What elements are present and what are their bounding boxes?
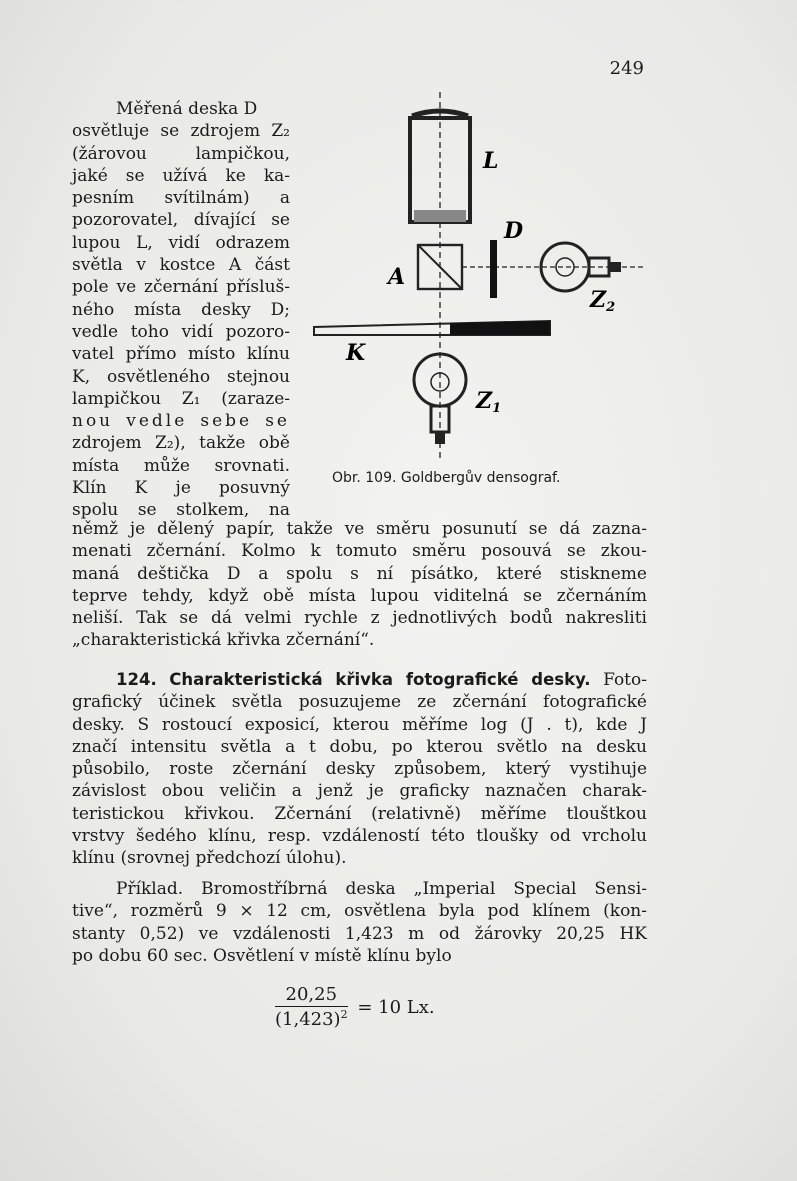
densograph-figure <box>300 90 650 490</box>
text-line: zdrojem Z₂), takže obě <box>72 433 290 454</box>
label-d: D <box>504 218 524 244</box>
text-line: Klín K je posuvný <box>72 478 290 499</box>
paragraph-continuation <box>72 518 647 652</box>
label-z2: Z2 <box>590 287 616 315</box>
text-line: lampičkou Z₁ (zaraze- <box>72 388 290 409</box>
text-line: vatel přímo místo klínu <box>72 344 290 365</box>
figure-caption: Obr. 109. Goldbergův densograf. <box>332 470 561 486</box>
label-l: L <box>483 148 499 174</box>
text-line: pole ve zčernání přísluš- <box>72 277 290 298</box>
text-line: (žárovou lampičkou, <box>72 143 290 164</box>
formula-result: = 10 Lx. <box>357 996 435 1018</box>
text-line: spolu se stolkem, na <box>72 500 290 521</box>
text-line: pozorovatel, dívající se <box>72 210 290 231</box>
text-line: grafický účinek světla posuzujeme ze zčernání fotografické <box>72 692 647 713</box>
text-line: působilo, roste zčernání desky způsobem, který vystihuje <box>72 759 647 780</box>
text-line: jaké se užívá ke ka- <box>72 165 290 186</box>
text-line: lupou L, vidí odrazem <box>72 232 290 253</box>
text-line: neliší. Tak se dá velmi rychle z jednotlivých bodů nakresliti <box>72 608 647 629</box>
text-line: teristickou křivkou. Zčernání (relativně) měříme tlouštkou <box>72 803 647 824</box>
text-line: místa může srovnati. <box>72 455 290 476</box>
text-line: K, osvětleného stejnou <box>72 366 290 387</box>
text-line: Měřená deska D <box>116 99 258 119</box>
text-line: ného místa desky D; <box>72 299 290 320</box>
text-line: stanty 0,52) ve vzdálenosti 1,423 m od žárovky 20,25 HK <box>72 923 647 944</box>
text-line: klínu (srovnej předchozí úlohu). <box>72 848 347 869</box>
wedge-k <box>314 321 550 335</box>
text-line: vedle toho vidí pozoro- <box>72 321 290 342</box>
fraction <box>275 984 348 1030</box>
text-line: Příklad. Bromostříbrná deska „Imperial Special Sensi- <box>116 879 647 899</box>
text-fragment: Foto- <box>603 670 647 690</box>
text-line: světla v kostce A část <box>72 255 290 276</box>
text-line: němž je dělený papír, takže ve směru posunutí se dá zazna- <box>72 519 647 539</box>
label-k: K <box>346 340 366 366</box>
text-line: tive“, rozměrů 9 × 12 cm, osvětlena byla pod klínem (kon- <box>72 901 647 922</box>
illuminance-formula <box>275 984 435 1030</box>
text-line: „charakteristická křivka zčernání“. <box>72 630 375 651</box>
left-column-text <box>72 98 290 522</box>
fraction-numerator: 20,25 <box>275 984 348 1007</box>
section-heading-line <box>72 669 647 691</box>
section-title: Charakteristická křivka fotografické desky. <box>169 670 591 689</box>
fraction-denominator: $(1,423)^2$ <box>275 1008 348 1030</box>
text-line: závislost obou veličin a jenž je graficky naznačen charak- <box>72 781 647 802</box>
text-line: značí intensitu světla a t dobu, po kterou světlo na desku <box>72 736 647 757</box>
plate-d <box>490 240 497 298</box>
text-line: pesním svítilnám) a <box>72 188 290 209</box>
page-number: 249 <box>609 58 644 79</box>
text-line: osvětluje se zdrojem Z₂ <box>72 121 290 142</box>
text-line: desky. S rostoucí exposicí, kterou měříme log (J . t), kde J <box>72 714 647 735</box>
exponent: 2 <box>340 1008 348 1021</box>
label-z1: Z1 <box>476 388 502 416</box>
text-line: maná deštička D a spolu s ní písátko, které stiskneme <box>72 563 647 584</box>
text-line: vrstvy šedého klínu, resp. vzdáleností této tloušky od vrcholu <box>72 826 647 847</box>
text-line: menati zčernání. Kolmo k tomuto směru posouvá se zkou- <box>72 541 647 562</box>
text-line: teprve tehdy, když obě místa lupou viditelná se zčernáním <box>72 585 647 606</box>
label-a: A <box>388 264 406 290</box>
text-line: po dobu 60 sec. Osvětlení v místě klínu bylo <box>72 945 452 966</box>
example-paragraph <box>72 878 647 967</box>
section-124 <box>72 669 647 870</box>
text-line: nou vedle sebe se <box>72 411 290 432</box>
section-number: 124. <box>116 670 157 689</box>
